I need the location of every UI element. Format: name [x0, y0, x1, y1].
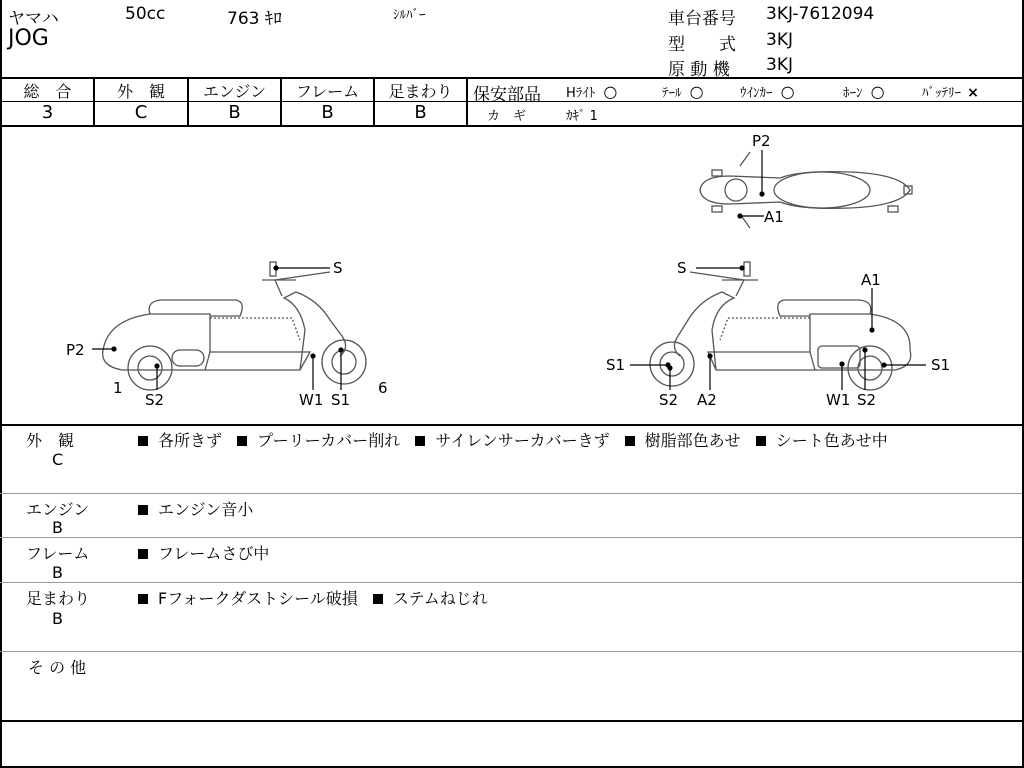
grade-suspension-label: 足まわり [388, 82, 453, 101]
label-right-s2-rear: S2 [857, 391, 877, 409]
label-left-1: 1 [113, 379, 123, 397]
label-right-a1: A1 [861, 271, 881, 289]
safety-label: 保安部品 [473, 85, 541, 105]
mark-icon: ○ [870, 82, 885, 101]
label-left-p2: P2 [66, 341, 85, 359]
other-label: そ の 他 [28, 658, 87, 677]
mark-icon: × [967, 85, 979, 101]
label-left-s2: S2 [145, 391, 165, 409]
bullet-icon [138, 436, 148, 446]
label-right-a2: A2 [697, 391, 717, 409]
grade-exterior-label: 外 観 [116, 82, 165, 101]
grade-suspension-value: B [414, 102, 427, 123]
key-value: ｶｷﾞ 1 [566, 109, 598, 124]
type-label: 型 式 [668, 35, 736, 55]
bullet-icon [138, 549, 148, 559]
type-value: 3KJ [766, 30, 793, 50]
key-label: カ ギ [487, 109, 527, 124]
scooter-left-side-view [103, 262, 366, 390]
engine-model-value: 3KJ [766, 55, 793, 75]
divider [0, 424, 1022, 426]
grade-frame-value: B [321, 102, 334, 123]
label-left-s1: S1 [331, 391, 351, 409]
safety-item-horn: ﾎｰﾝ ○ [843, 82, 885, 101]
label-left-6: 6 [378, 379, 388, 397]
label-right-s1-rear: S1 [931, 356, 951, 374]
grade-engine-label: エンジン [202, 82, 267, 101]
bullet-icon [756, 436, 766, 446]
bullet-icon [415, 436, 425, 446]
grade-frame-label: フレーム [295, 82, 360, 101]
comment-grade-exterior: C [52, 450, 64, 469]
divider [466, 77, 468, 125]
comment-grade-suspension: B [52, 609, 63, 628]
bullet-icon [237, 436, 247, 446]
label-left-w1: W1 [299, 391, 324, 409]
comment-label-suspension: 足まわり [26, 589, 91, 608]
comment-items-engine: エンジン音小 [138, 497, 263, 520]
scooter-top-view [700, 152, 912, 228]
mileage: 763 ｷﾛ [227, 9, 282, 29]
model-name: JOG [8, 26, 49, 51]
label-right-w1: W1 [826, 391, 851, 409]
label-right-s2: S2 [659, 391, 679, 409]
bullet-icon [138, 505, 148, 515]
label-top-p2: P2 [752, 132, 771, 150]
divider [0, 537, 1022, 538]
divider [0, 582, 1022, 583]
divider [0, 493, 1022, 494]
mark-icon: ○ [780, 82, 795, 101]
comment-label-engine: エンジン [26, 500, 90, 519]
safety-item-headlight: Hﾗｲﾄ ○ [566, 82, 618, 101]
frame-no-label: 車台番号 [668, 9, 736, 29]
grade-exterior-value: C [134, 102, 148, 123]
label-right-s: S [677, 259, 687, 277]
divider [0, 720, 1022, 722]
damage-diagram [0, 126, 1022, 424]
displacement: 50cc [125, 4, 166, 24]
color: ｼﾙﾊﾞｰ [393, 8, 426, 23]
comment-label-frame: フレーム [26, 544, 90, 563]
grade-total-value: 3 [41, 102, 54, 123]
label-right-s1-front: S1 [606, 356, 626, 374]
comment-items-frame: フレームさび中 [138, 541, 279, 564]
comment-items-exterior: 各所きず プーリーカバー削れ サイレンサーカバーきず 樹脂部色あせ シート色あせ中 [138, 428, 898, 451]
comment-grade-engine: B [52, 518, 63, 537]
label-left-s: S [333, 259, 343, 277]
grade-total-label: 総 合 [23, 82, 72, 101]
grade-engine-value: B [228, 102, 241, 123]
comment-label-exterior: 外 観 [26, 431, 75, 450]
safety-item-tail: ﾃｰﾙ ○ [662, 82, 704, 101]
bullet-icon [625, 436, 635, 446]
bullet-icon [373, 594, 383, 604]
label-top-a1: A1 [764, 208, 784, 226]
comment-items-suspension: Fフォークダストシール破損 ステムねじれ [138, 586, 498, 609]
comment-grade-frame: B [52, 563, 63, 582]
mark-icon: ○ [689, 82, 704, 101]
safety-item-battery: ﾊﾞｯﾃﾘｰ × [922, 85, 979, 101]
maker: ヤマハ [8, 9, 59, 29]
divider [0, 651, 1022, 652]
bullet-icon [138, 594, 148, 604]
mark-icon: ○ [603, 82, 618, 101]
engine-model-label: 原 動 機 [668, 60, 730, 80]
safety-item-winker: ｳｲﾝｶｰ ○ [740, 82, 795, 101]
frame-no: 3KJ-7612094 [766, 4, 875, 24]
